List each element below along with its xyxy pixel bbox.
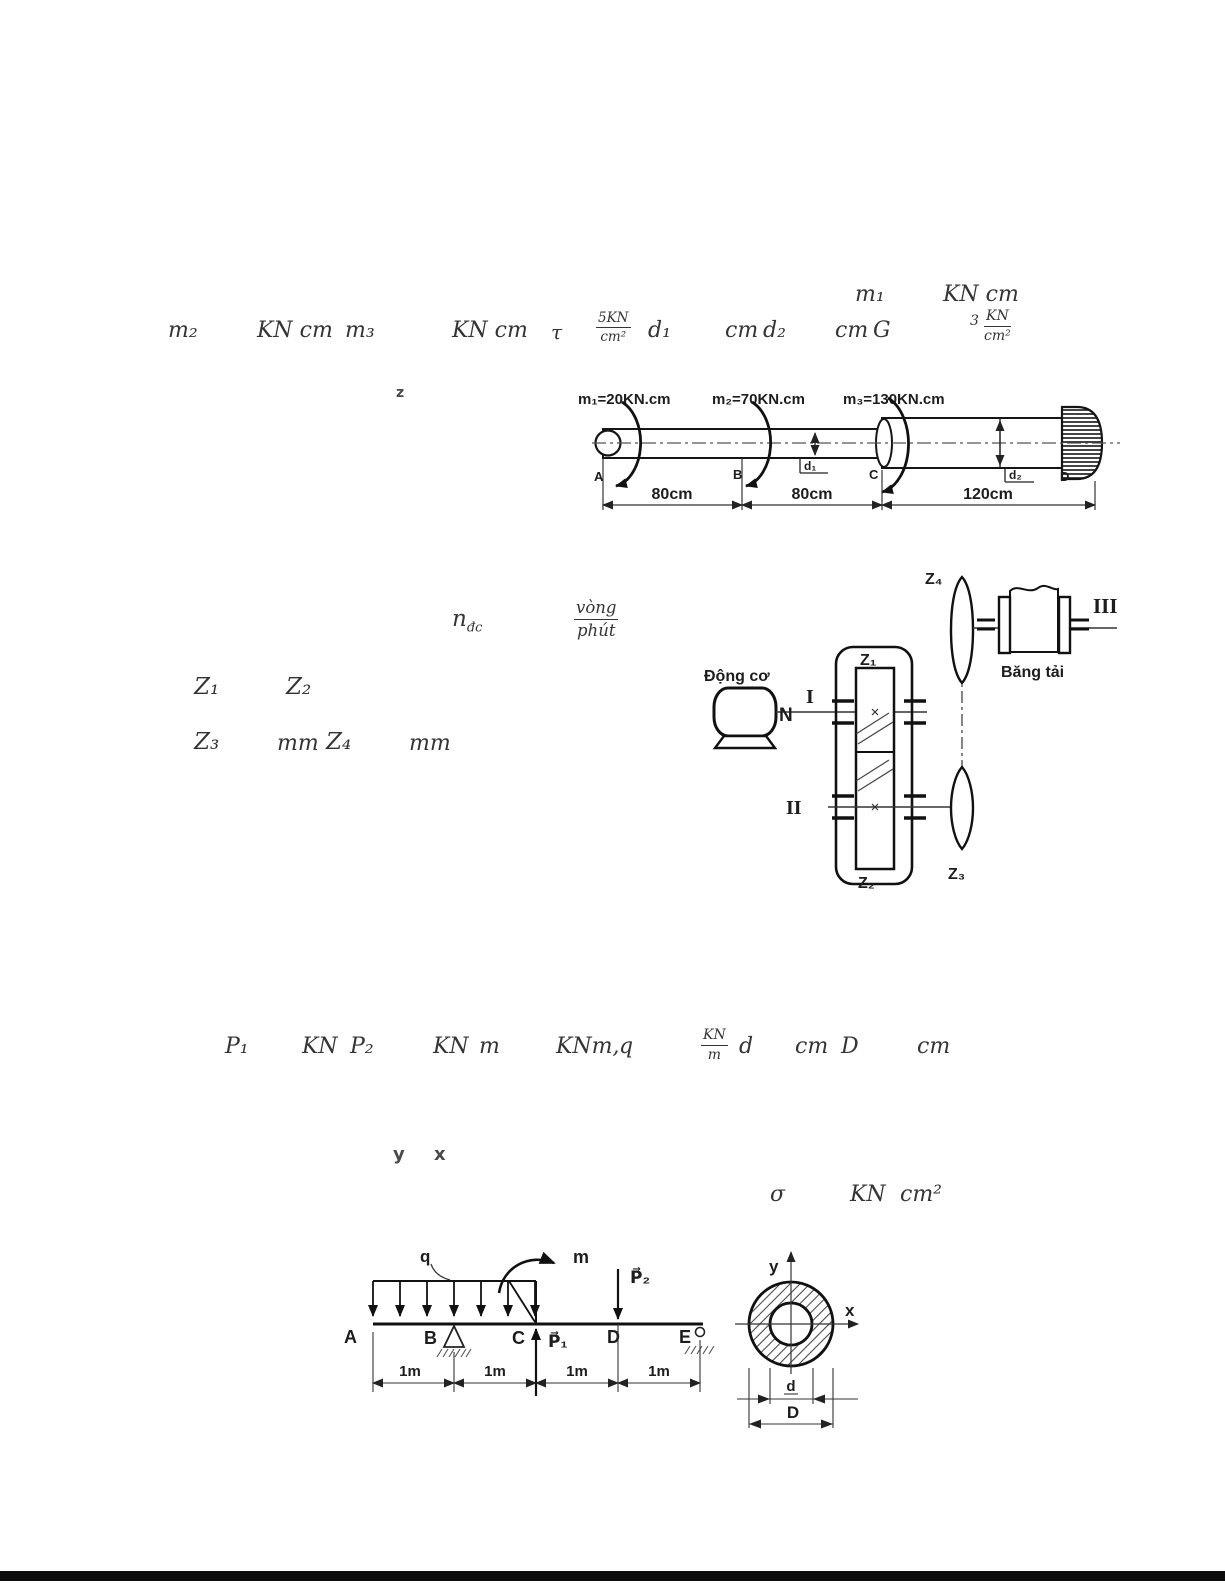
stmt-d1: d₁: [648, 318, 671, 343]
stmt-m-var: m: [479, 1034, 500, 1059]
gear-Z4-label: Z₄: [925, 571, 943, 588]
stmt-m1-unit: KN cm: [943, 282, 1019, 307]
stmt-unit2: KN cm: [452, 318, 528, 343]
stmt-Z3: Z₃: [194, 729, 220, 755]
stmt-n-dc: [452, 608, 482, 635]
stmt-frac-5kn-cm2: [596, 310, 631, 345]
stmt-kn1: KN: [302, 1034, 338, 1059]
frac-numerator: vòng: [574, 598, 618, 620]
shaft-dim-BC: 80cm: [791, 486, 833, 503]
page-bottom-rule: [0, 1571, 1225, 1581]
section-d-label: d: [786, 1378, 796, 1395]
sprockets: [951, 577, 973, 849]
distributed-load: [373, 1281, 536, 1324]
beam-point-D: D: [607, 1327, 620, 1347]
coupling-N-label: N: [779, 705, 793, 726]
beam-point-C: C: [512, 1328, 525, 1348]
stmt-kn2: KN: [433, 1034, 469, 1059]
stmt-q: q: [619, 1034, 634, 1059]
sprocket-Z4: [951, 577, 973, 683]
frac-numerator: KN: [701, 1027, 728, 1046]
gear-Z2-label: Z₂: [858, 875, 875, 892]
section-D-label: D: [786, 1403, 800, 1422]
beam-dim-3: 1m: [566, 1363, 588, 1380]
stmt-mm2: mm: [409, 731, 451, 756]
frac-numerator: 5KN: [596, 310, 631, 328]
shaft-point-D: D: [1060, 469, 1070, 484]
section-y-label: y: [769, 1257, 779, 1276]
shaft-d2-label: d₂: [1009, 468, 1022, 482]
stmt-Z4: Z₄: [326, 729, 352, 755]
motor-symbol: [714, 688, 776, 748]
stmt-D: D: [841, 1034, 859, 1059]
beam-point-A: A: [344, 1327, 357, 1347]
stmt-m3: m₃: [345, 318, 375, 343]
stmt-d: d: [739, 1034, 754, 1059]
gear-transmission-figure: [688, 550, 1173, 910]
torque-label-m2: m₂=70KN.cm: [712, 391, 805, 408]
shaft-point-C: C: [869, 467, 879, 482]
beam-dim-4: 1m: [648, 1363, 670, 1380]
stmt-unit4: cm: [835, 318, 869, 343]
shaft-d1-label: d₁: [804, 459, 817, 473]
shaft-figure: [560, 378, 1135, 523]
force-P1-label: P⃗₁: [548, 1332, 568, 1351]
stmt-tau: τ: [551, 320, 563, 344]
section-x-label: x: [845, 1301, 855, 1320]
beam-point-B: B: [424, 1328, 437, 1348]
conveyor-drum: [999, 586, 1070, 653]
stmt-cm1: cm: [795, 1034, 829, 1059]
q-leader-line: [431, 1264, 450, 1280]
stmt-P1: P₁: [225, 1034, 249, 1059]
stmt-frac-kn-m: [701, 1027, 728, 1064]
frac-numerator: KN: [984, 308, 1011, 327]
stmt-exponent-3: 3: [970, 313, 979, 329]
shaft-point-B: B: [733, 467, 743, 482]
force-P2-label: P⃗₂: [630, 1268, 651, 1287]
frac-denominator: phút: [577, 620, 616, 640]
shaft-III-label: III: [1093, 594, 1118, 618]
beam-point-E: E: [679, 1327, 692, 1347]
shaft-dim-CD: 120cm: [963, 486, 1013, 503]
stmt-cm2: cm: [917, 1034, 951, 1059]
conveyor-label: Băng tải: [1001, 664, 1065, 681]
gear-Z3-label: Z₃: [948, 866, 966, 883]
shaft-dim-AB: 80cm: [651, 486, 693, 503]
stmt-frac-kn-cm2: [984, 308, 1011, 345]
frac-denominator: cm²: [600, 329, 627, 346]
frac-denominator: m: [707, 1046, 721, 1063]
stmt-unit1: KN cm: [257, 318, 333, 343]
shaft-I-label: I: [806, 686, 814, 708]
motor-label: Động cơ: [704, 668, 770, 685]
stmt-sigma: σ: [770, 1182, 786, 1207]
shaft-point-A: A: [594, 469, 604, 484]
load-q-label: q: [420, 1247, 431, 1266]
torque-label-m1: m₁=20KN.cm: [578, 391, 671, 408]
stmt-P2: P₂: [350, 1034, 374, 1059]
stmt-d2: d₂: [763, 318, 786, 343]
stmt-knm: KNm,: [556, 1034, 620, 1059]
sprocket-Z3: [951, 767, 973, 849]
stmt-frac-vong-phut: [574, 598, 618, 641]
stmt-unit3: cm: [725, 318, 759, 343]
torque-label-m3: m₃=130KN.cm: [843, 391, 945, 408]
stmt-cm-sq: cm²: [900, 1182, 943, 1207]
n-subscript: đc: [466, 620, 483, 636]
beam-dim-2: 1m: [484, 1363, 506, 1380]
moment-m-label: m: [573, 1247, 590, 1267]
stmt-z: z: [396, 385, 405, 401]
stmt-G: G: [873, 318, 891, 343]
stmt-mm1: mm: [277, 731, 319, 756]
gear-Z1-label: Z₁: [860, 652, 877, 669]
stmt-Z1: Z₁: [194, 674, 220, 700]
stmt-kn3: KN: [850, 1182, 886, 1207]
frac-denominator: cm²: [984, 327, 1011, 344]
stmt-m1: m₁: [855, 282, 885, 307]
stmt-Z2: Z₂: [286, 674, 312, 700]
beam-dim-1: 1m: [399, 1363, 421, 1380]
stmt-x-axis: x: [434, 1144, 446, 1165]
beam-figure: [330, 1230, 890, 1440]
stmt-m2: m₂: [168, 318, 198, 343]
stmt-y-axis: y: [393, 1144, 405, 1165]
cross-section: [735, 1252, 858, 1429]
n-base: n: [452, 606, 467, 632]
shaft-II-label: II: [786, 797, 802, 819]
